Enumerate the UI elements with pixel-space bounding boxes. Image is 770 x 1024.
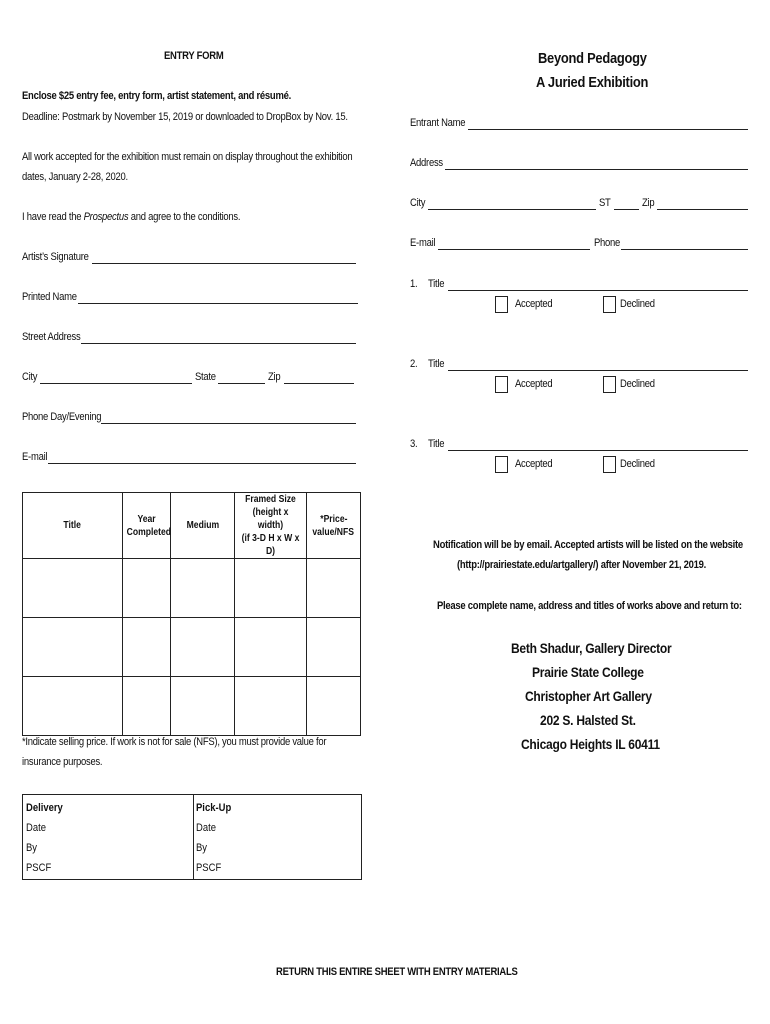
right-zip-label: Zip xyxy=(642,197,655,209)
right-address-label: Address xyxy=(410,157,443,169)
delivery-column xyxy=(26,798,69,878)
table-cell[interactable] xyxy=(123,559,171,618)
pickup-pscf: PSCF xyxy=(196,862,222,874)
please-complete-text: Please complete name, address and titles of works above and return to: xyxy=(437,600,742,612)
work-2-declined-checkbox[interactable] xyxy=(603,376,616,393)
signature-field[interactable] xyxy=(92,263,356,264)
table-cell[interactable] xyxy=(171,677,235,736)
right-phone-field[interactable] xyxy=(621,249,748,250)
work-3-accepted-checkbox[interactable] xyxy=(495,456,508,473)
table-cell[interactable] xyxy=(23,677,123,736)
return-address-line3: Christopher Art Gallery xyxy=(525,688,652,704)
pickup-title: Pick-Up xyxy=(196,802,232,814)
table-cell[interactable] xyxy=(307,677,361,736)
table-header-row xyxy=(23,493,361,559)
table-cell[interactable] xyxy=(171,618,235,677)
pickup-date: Date xyxy=(196,822,216,834)
work-2-title-field[interactable] xyxy=(448,370,748,371)
pickup-by: By xyxy=(196,842,208,854)
right-city-field[interactable] xyxy=(428,209,596,210)
table-cell[interactable] xyxy=(123,677,171,736)
right-email-label: E-mail xyxy=(410,237,436,249)
work-1-title-label: Title xyxy=(428,278,445,290)
work-3-declined-label: Declined xyxy=(620,458,655,470)
work-3-title-label: Title xyxy=(428,438,445,450)
work-3-number: 3. xyxy=(410,438,418,450)
work-1-accepted-checkbox[interactable] xyxy=(495,296,508,313)
table-row xyxy=(23,618,361,677)
phone-label: Phone Day/Evening xyxy=(22,411,102,423)
delivery-title: Delivery xyxy=(26,802,63,814)
table-cell[interactable] xyxy=(23,618,123,677)
exhibition-title: Beyond Pedagogy xyxy=(538,50,647,67)
work-1-number: 1. xyxy=(410,278,418,290)
signature-label: Artist’s Signature xyxy=(22,251,89,263)
right-zip-field[interactable] xyxy=(657,209,748,210)
enclose-instructions: Enclose $25 entry fee, entry form, artist statement, and résumé. xyxy=(22,90,291,102)
prospectus-term: Prospectus xyxy=(83,211,129,223)
table-cell[interactable] xyxy=(307,618,361,677)
printed-name-label: Printed Name xyxy=(22,291,77,303)
table-cell[interactable] xyxy=(23,559,123,618)
works-table xyxy=(22,492,361,736)
work-2-accepted-checkbox[interactable] xyxy=(495,376,508,393)
table-row xyxy=(23,677,361,736)
right-email-field[interactable] xyxy=(438,249,590,250)
col-size-header: Framed Size (height x width) (if 3-D H x W x D) xyxy=(235,493,307,559)
work-3-accepted-label: Accepted xyxy=(515,458,553,470)
work-2-accepted-label: Accepted xyxy=(515,378,553,390)
deadline-text: Deadline: Postmark by November 15, 2019 or downloaded to DropBox by Nov. 15. xyxy=(22,111,348,123)
table-row xyxy=(23,559,361,618)
phone-field[interactable] xyxy=(101,423,356,424)
price-footnote-line2: insurance purposes. xyxy=(22,756,103,768)
table-cell[interactable] xyxy=(307,559,361,618)
work-2-declined-label: Declined xyxy=(620,378,655,390)
table-cell[interactable] xyxy=(235,559,307,618)
notification-line2: (http://prairiestate.edu/artgallery/) after November 21, 2019. xyxy=(457,559,706,571)
delivery-pscf: PSCF xyxy=(26,862,52,874)
agreement-text xyxy=(22,211,240,223)
return-address-line1: Beth Shadur, Gallery Director xyxy=(511,640,672,656)
display-requirement-line2: dates, January 2-28, 2020. xyxy=(22,171,128,183)
table-cell[interactable] xyxy=(171,559,235,618)
agreement-suffix: and agree to the conditions. xyxy=(128,211,241,223)
price-footnote-line1: *Indicate selling price. If work is not for sale (NFS), you must provide value for xyxy=(22,736,327,748)
pickup-column xyxy=(196,798,237,878)
entry-form-heading: ENTRY FORM xyxy=(164,50,224,62)
col-year-header: Year Completed xyxy=(123,493,171,559)
right-st-field[interactable] xyxy=(614,209,639,210)
display-requirement-line1: All work accepted for the exhibition must remain on display throughout the exhibition xyxy=(22,151,353,163)
zip-label: Zip xyxy=(268,371,281,383)
work-1-accepted-label: Accepted xyxy=(515,298,553,310)
work-1-declined-checkbox[interactable] xyxy=(603,296,616,313)
notification-line1: Notification will be by email. Accepted artists will be listed on the website xyxy=(433,539,743,551)
email-field[interactable] xyxy=(48,463,356,464)
footer-instruction: RETURN THIS ENTIRE SHEET WITH ENTRY MATERIALS xyxy=(276,966,518,978)
delivery-date: Date xyxy=(26,822,46,834)
street-address-label: Street Address xyxy=(22,331,81,343)
work-1-title-field[interactable] xyxy=(448,290,748,291)
col-price-header: *Price- value/NFS xyxy=(307,493,361,559)
city-field[interactable] xyxy=(40,383,192,384)
col-medium-header: Medium xyxy=(171,493,235,559)
work-2-number: 2. xyxy=(410,358,418,370)
return-address-line4: 202 S. Halsted St. xyxy=(540,712,636,728)
table-cell[interactable] xyxy=(235,677,307,736)
right-phone-label: Phone xyxy=(594,237,621,249)
work-1-declined-label: Declined xyxy=(620,298,655,310)
state-label: State xyxy=(195,371,216,383)
return-address-line5: Chicago Heights IL 60411 xyxy=(521,736,660,752)
zip-field[interactable] xyxy=(284,383,354,384)
work-3-title-field[interactable] xyxy=(448,450,748,451)
email-label: E-mail xyxy=(22,451,48,463)
return-address-line2: Prairie State College xyxy=(532,664,644,680)
work-2-title-label: Title xyxy=(428,358,445,370)
exhibition-subtitle: A Juried Exhibition xyxy=(536,74,649,91)
agreement-prefix: I have read the xyxy=(22,211,84,223)
col-title-header: Title xyxy=(23,493,123,559)
delivery-divider xyxy=(193,795,194,879)
entrant-name-label: Entrant Name xyxy=(410,117,466,129)
right-city-label: City xyxy=(410,197,426,209)
right-address-field[interactable] xyxy=(445,169,748,170)
city-label: City xyxy=(22,371,38,383)
state-field[interactable] xyxy=(218,383,265,384)
delivery-by: By xyxy=(26,842,38,854)
printed-name-field[interactable] xyxy=(78,303,358,304)
work-3-declined-checkbox[interactable] xyxy=(603,456,616,473)
right-st-label: ST xyxy=(599,197,611,209)
table-cell[interactable] xyxy=(123,618,171,677)
street-address-field[interactable] xyxy=(81,343,356,344)
delivery-pickup-box xyxy=(22,794,362,880)
table-cell[interactable] xyxy=(235,618,307,677)
entrant-name-field[interactable] xyxy=(468,129,748,130)
